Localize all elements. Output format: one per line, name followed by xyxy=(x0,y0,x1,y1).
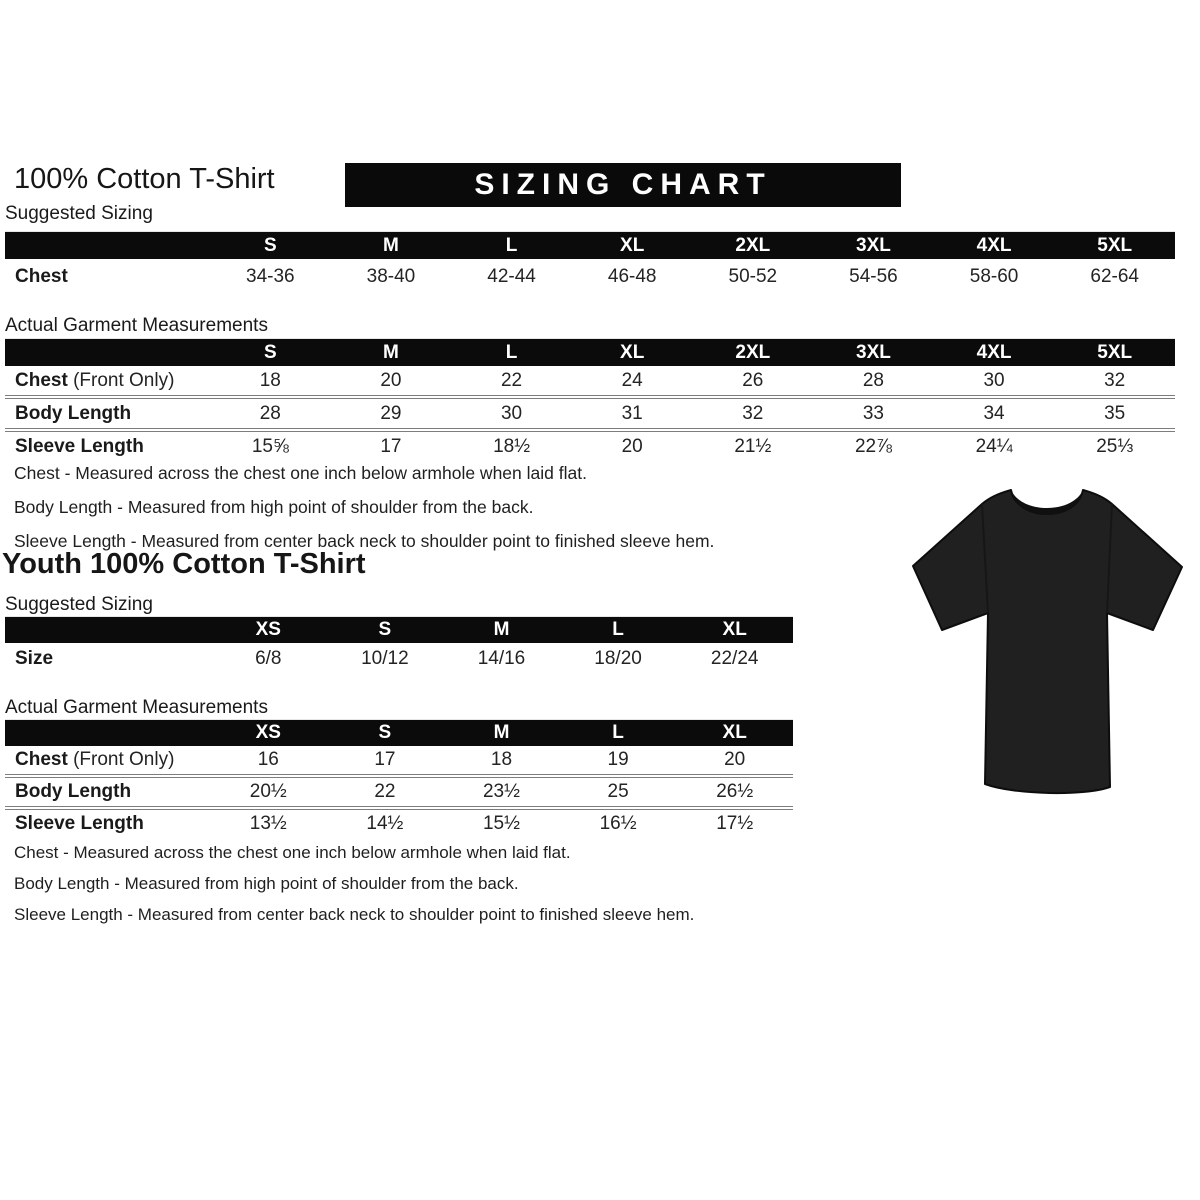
size-column-header: S xyxy=(210,232,331,260)
header-spacer-cell xyxy=(5,617,210,644)
row-label-cell: Sleeve Length xyxy=(5,808,210,838)
measurement-cell: 26½ xyxy=(676,776,793,808)
youth-garment-measurements-table xyxy=(5,719,793,838)
measurement-cell: 28 xyxy=(210,397,331,430)
size-column-header: L xyxy=(560,720,677,747)
measurement-cell: 10/12 xyxy=(361,648,409,669)
note-chest: Chest - Measured across the chest one inch below armhole when laid flat. xyxy=(14,463,587,483)
size-column-header: 2XL xyxy=(693,232,814,260)
measurement-cell: 16 xyxy=(257,749,279,770)
measurement-cell: 46-48 xyxy=(607,266,657,287)
measurement-cell: 19 xyxy=(607,749,629,770)
row-label-cell: Size xyxy=(15,648,54,669)
measurement-cell: 30 xyxy=(451,397,572,430)
note-sleeve-length: Sleeve Length - Measured from center back neck to shoulder point to finished sleeve hem. xyxy=(14,905,695,924)
row-label-cell: Body Length xyxy=(5,397,210,430)
measurement-cell: 28 xyxy=(862,369,884,391)
measurement-cell: 38-40 xyxy=(366,266,416,287)
measurement-cell: 50-52 xyxy=(728,266,778,287)
size-column-header: 5XL xyxy=(1054,339,1175,367)
measurement-cell: 34-36 xyxy=(246,266,295,287)
size-column-header: M xyxy=(443,720,560,747)
table-row xyxy=(5,430,1175,461)
youth-measurement-notes xyxy=(14,843,694,936)
measurement-cell: 62-64 xyxy=(1090,266,1139,287)
tshirt-body-shape xyxy=(913,490,1182,793)
size-column-header: 4XL xyxy=(934,339,1055,367)
youth-section-title: Youth 100% Cotton T-Shirt xyxy=(2,548,366,580)
header-spacer-cell xyxy=(5,339,210,367)
size-column-header: XL xyxy=(676,617,793,644)
note-body-length: Body Length - Measured from high point of shoulder from the back. xyxy=(14,874,519,893)
size-column-header: M xyxy=(443,617,560,644)
size-column-header: XS xyxy=(210,720,327,747)
measurement-cell: 22 xyxy=(327,776,444,808)
note-body-length: Body Length - Measured from high point of shoulder from the back. xyxy=(14,497,534,517)
measurement-cell: 31 xyxy=(572,397,693,430)
row-label-cell: Chest (Front Only) xyxy=(15,369,175,391)
sizing-chart-banner: SIZING CHART xyxy=(345,163,901,207)
note-chest: Chest - Measured across the chest one inch below armhole when laid flat. xyxy=(14,843,571,862)
size-column-header: 3XL xyxy=(813,339,934,367)
size-column-header: M xyxy=(331,339,452,367)
size-column-header: L xyxy=(451,339,572,367)
size-column-header: S xyxy=(327,617,444,644)
measurement-cell: 34 xyxy=(934,397,1055,430)
measurement-cell: 32 xyxy=(693,397,814,430)
table-row xyxy=(5,776,793,808)
size-column-header: S xyxy=(327,720,444,747)
measurement-cell: 20 xyxy=(724,749,746,770)
size-column-header: L xyxy=(451,232,572,260)
measurement-cell: 18 xyxy=(259,369,281,391)
row-label-cell: Chest (Front Only) xyxy=(15,749,175,770)
adult-garment-measurements-table xyxy=(5,338,1175,461)
measurement-cell: 54-56 xyxy=(849,266,898,287)
table-header-row xyxy=(5,720,793,747)
size-column-header: 5XL xyxy=(1054,232,1175,260)
measurement-cell: 17 xyxy=(374,749,396,770)
measurement-cell: 23½ xyxy=(443,776,560,808)
table-row xyxy=(5,397,1175,430)
table-row xyxy=(5,366,1175,397)
size-column-header: 2XL xyxy=(693,339,814,367)
measurement-cell: 42-44 xyxy=(487,266,536,287)
size-column-header: 4XL xyxy=(934,232,1055,260)
measurement-cell: 58-60 xyxy=(969,266,1019,287)
row-label-cell: Sleeve Length xyxy=(5,430,210,461)
measurement-cell: 35 xyxy=(1054,397,1175,430)
size-column-header: XL xyxy=(572,232,693,260)
row-label-cell: Chest xyxy=(15,266,68,287)
measurement-cell: 25⅓ xyxy=(1054,430,1175,461)
size-column-header: XS xyxy=(210,617,327,644)
note-sleeve-length: Sleeve Length - Measured from center back neck to shoulder point to finished sleeve hem. xyxy=(14,531,715,551)
black-tshirt-image xyxy=(897,468,1197,818)
black-tshirt-graphic xyxy=(897,468,1197,818)
measurement-cell: 18½ xyxy=(451,430,572,461)
measurement-cell: 21½ xyxy=(693,430,814,461)
size-column-header: S xyxy=(210,339,331,367)
adult-garment-measurements-label: Actual Garment Measurements xyxy=(5,315,268,336)
adult-suggested-sizing-label: Suggested Sizing xyxy=(5,203,153,224)
header-spacer-cell xyxy=(5,232,210,260)
measurement-cell: 16½ xyxy=(560,808,677,838)
youth-garment-measurements-label: Actual Garment Measurements xyxy=(5,697,268,718)
measurement-cell: 14/16 xyxy=(477,648,526,669)
page-title: 100% Cotton T-Shirt xyxy=(14,163,275,195)
measurement-cell: 33 xyxy=(813,397,934,430)
measurement-cell: 17 xyxy=(331,430,452,461)
measurement-cell: 22⅞ xyxy=(813,430,934,461)
measurement-cell: 20½ xyxy=(210,776,327,808)
header-spacer-cell xyxy=(5,720,210,747)
size-column-header: XL xyxy=(572,339,693,367)
size-column-header: XL xyxy=(676,720,793,747)
size-column-header: L xyxy=(560,617,677,644)
measurement-cell: 32 xyxy=(1104,369,1126,391)
measurement-cell: 15⅝ xyxy=(210,430,331,461)
measurement-cell: 24 xyxy=(621,369,643,391)
youth-suggested-sizing-table xyxy=(5,616,793,675)
table-row xyxy=(5,746,793,776)
measurement-cell: 25 xyxy=(560,776,677,808)
measurement-cell: 13½ xyxy=(210,808,327,838)
measurement-cell: 30 xyxy=(983,369,1005,391)
measurement-cell: 6/8 xyxy=(255,648,282,669)
measurement-cell: 22 xyxy=(500,369,523,391)
row-label-cell: Body Length xyxy=(5,776,210,808)
measurement-cell: 18 xyxy=(490,749,513,770)
table-header-row xyxy=(5,617,793,644)
youth-suggested-sizing-label: Suggested Sizing xyxy=(5,594,153,615)
size-column-header: 3XL xyxy=(813,232,934,260)
table-header-row xyxy=(5,339,1175,367)
measurement-cell: 15½ xyxy=(443,808,560,838)
measurement-cell: 20 xyxy=(380,369,402,391)
measurement-cell: 18/20 xyxy=(594,648,642,669)
measurement-cell: 24¼ xyxy=(934,430,1055,461)
measurement-cell: 29 xyxy=(331,397,452,430)
measurement-cell: 14½ xyxy=(327,808,444,838)
table-row xyxy=(5,259,1175,295)
size-column-header: M xyxy=(331,232,452,260)
table-row xyxy=(5,643,793,675)
measurement-cell: 26 xyxy=(742,369,764,391)
table-row xyxy=(5,808,793,838)
table-header-row xyxy=(5,232,1175,260)
measurement-cell: 17½ xyxy=(676,808,793,838)
measurement-cell: 20 xyxy=(572,430,693,461)
measurement-cell: 22/24 xyxy=(710,648,759,669)
adult-suggested-sizing-table xyxy=(5,231,1175,295)
